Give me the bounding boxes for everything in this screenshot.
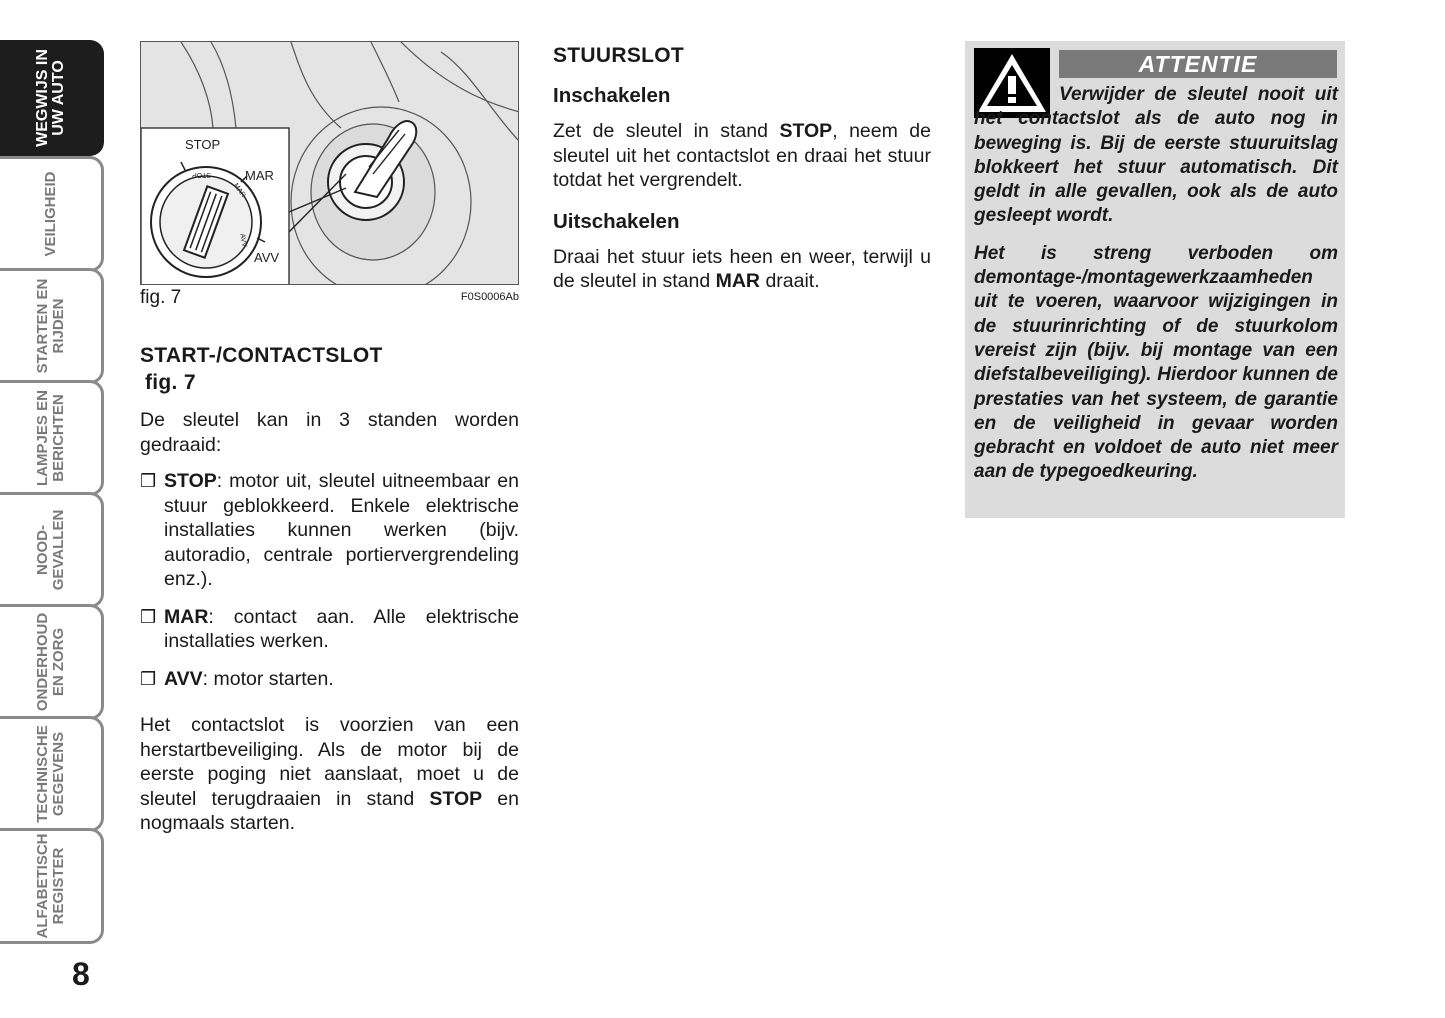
intro-paragraph: De sleutel kan in 3 standen worden gedraaid: — [140, 409, 519, 456]
tab-noodgevallen[interactable] — [0, 492, 104, 608]
tab-label: ONDERHOUD EN ZORG — [33, 612, 67, 712]
figure-caption — [140, 287, 519, 309]
text-part: Het contactslot is voorzien van een herstartbeveiliging. Als de motor bij de eerste poging niet aanslaat, moet u de sleutel terugdraaien in stand — [140, 714, 519, 810]
checkbox-bullet-icon: ❒ — [140, 668, 157, 689]
text-part: draait. — [760, 270, 820, 292]
checkbox-bullet-icon: ❒ — [140, 471, 157, 491]
tab-label: STARTEN EN RIJDEN — [33, 278, 67, 374]
tab-alfabetisch-register[interactable] — [0, 828, 104, 944]
item-key: STOP — [164, 470, 217, 492]
section-stuurslot — [553, 42, 931, 294]
heading-figure-ref: fig. 7 — [145, 371, 196, 394]
text-part: en nogmaals starten. — [140, 787, 519, 834]
list-item — [140, 605, 519, 654]
tab-label: VEILIGHEID — [41, 171, 59, 257]
restart-paragraph — [140, 713, 519, 836]
text-part: Zet de sleutel in stand — [553, 120, 780, 142]
ignition-illustration — [140, 41, 519, 285]
tab-veiligheid[interactable] — [0, 156, 104, 272]
text-bold: MAR — [715, 270, 761, 292]
text-bold: STOP — [779, 120, 833, 142]
section-heading: STUURSLOT — [553, 44, 685, 67]
item-text: : contact aan. Alle elektrische installaties werken. — [164, 605, 519, 652]
tab-label: NOOD- GEVALLEN — [33, 509, 67, 591]
tab-label: LAMPJES EN BERICHTEN — [33, 390, 67, 486]
tab-lampjes-en-berichten[interactable] — [0, 380, 104, 496]
uitschakelen-paragraph — [553, 245, 931, 294]
warning-text — [974, 83, 1338, 498]
tab-label: TECHNISCHE GEGEVENS — [33, 725, 67, 823]
text-bold: STOP — [429, 787, 483, 810]
list-item — [140, 469, 519, 592]
tab-onderhoud-en-zorg[interactable] — [0, 604, 104, 720]
avv-label-small: AVV — [238, 233, 248, 248]
mar-label-small: MAR — [231, 182, 247, 199]
item-text: : motor starten. — [202, 667, 334, 690]
item-key: AVV — [164, 667, 203, 690]
text-part: , neem de sleutel uit het contactslot en draai het stuur totdat het vergrendelt. — [553, 120, 931, 191]
tab-label: WEGWIJS IN UW AUTO — [33, 49, 67, 147]
figure-code: F0S0006Ab — [460, 291, 519, 303]
text-part: Draai het stuur iets heen en weer, terwijl u de sleutel in stand — [553, 245, 931, 292]
stop-label-small: STOP — [192, 171, 211, 178]
tab-label: ALFABETISCH REGISTER — [33, 833, 67, 939]
avv-label: AVV — [254, 250, 280, 265]
positions-list — [140, 469, 519, 691]
warning-title: ATTENTIE — [1059, 50, 1337, 78]
figure-number: fig. 7 — [140, 287, 182, 308]
item-key: MAR — [164, 605, 209, 628]
subheading-uitschakelen: Uitschakelen — [553, 209, 680, 233]
tab-technische-gegevens[interactable] — [0, 716, 104, 832]
warning-paragraph-1: Verwijder de sleutel nooit uit het contactslot als de auto nog in beweging is. Bij de eerste stuuruitslag blokkeert het stuur automatisch. Dit geldt in alle gevallen, ook als de auto gesleept wordt. — [974, 84, 1338, 227]
inschakelen-paragraph — [553, 119, 931, 193]
section-contactslot — [140, 342, 519, 836]
warning-paragraph-2: Het is streng verboden om demontage-/montagewerkzaamheden uit te voeren, waarvoor wijzigingen in de stuurinrichting of de stuurkolom vereist zijn (bijv. bij montage van een diefstalbeveiliging). Hierdoor kunnen de prestaties van het systeem, de garantie en de veiligheid in gevaar worden gebracht en voldoet de auto niet meer aan de typegoedkeuring. — [974, 242, 1338, 483]
item-text: : motor uit, sleutel uitneembaar en stuur geblokkeerd. Enkele elektrische installaties kunnen werken (bijv. autoradio, centrale portiervergrendeling enz.). — [164, 470, 519, 590]
subheading-inschakelen: Inschakelen — [553, 84, 671, 107]
section-heading — [140, 342, 519, 396]
checkbox-bullet-icon: ❒ — [140, 606, 157, 627]
page-number: 8 — [72, 956, 90, 992]
stop-label: STOP — [185, 137, 221, 152]
tab-starten-en-rijden[interactable] — [0, 268, 104, 384]
tab-wegwijs-in-uw-auto[interactable] — [0, 40, 104, 156]
heading-text: START-/CONTACTSLOT — [140, 344, 383, 367]
warning-box — [965, 41, 1345, 518]
mar-label: MAR — [245, 168, 274, 183]
list-item — [140, 667, 519, 692]
